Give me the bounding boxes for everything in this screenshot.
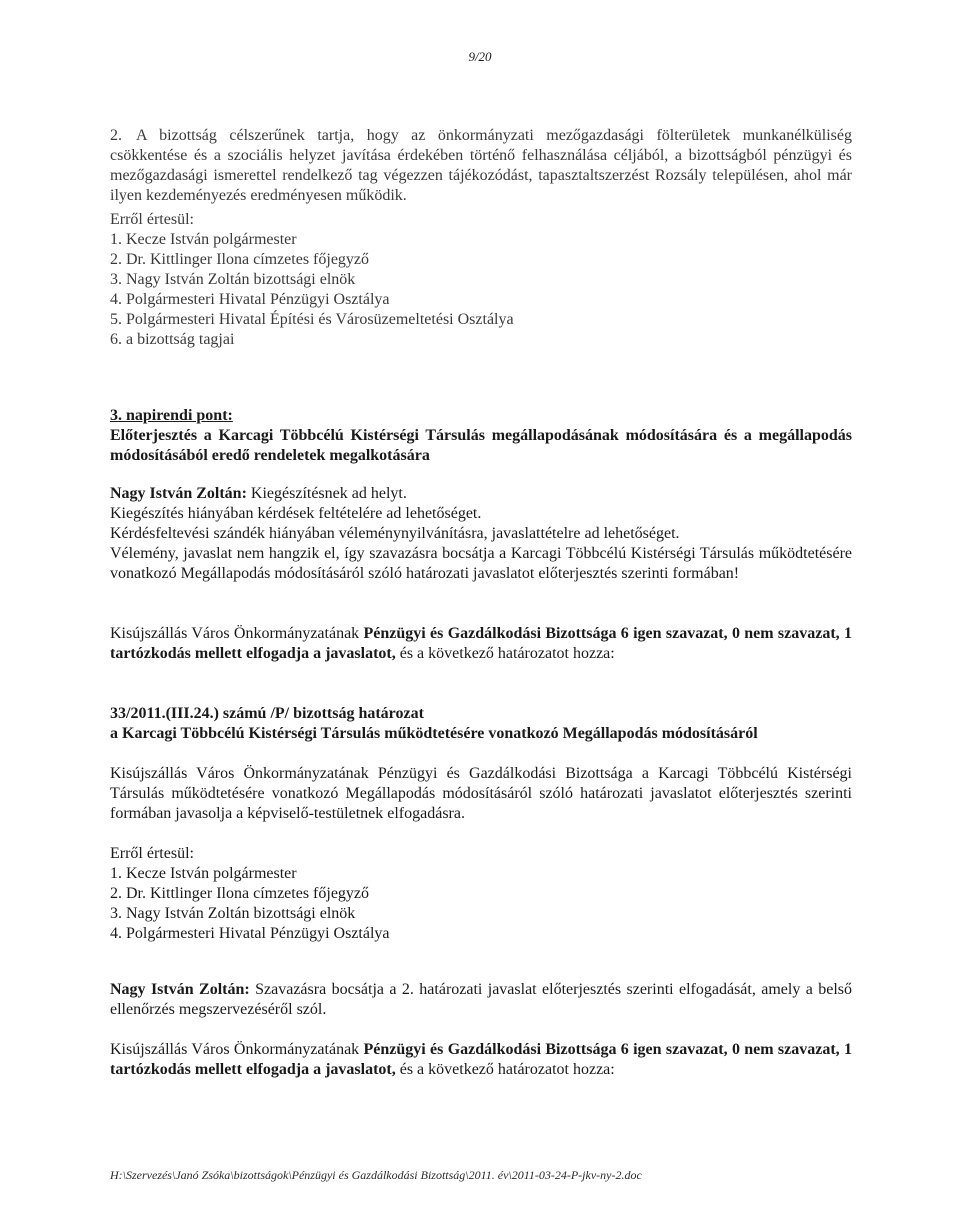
vote-result: Pénzügyi és Gazdálkodási Bizottsága 6 igen szavazat, 0 nem szavazat, 1 tartózkodás mellett elfogadja a javaslatot, [110,625,853,662]
discussion-line: Kiegészítés hiányában kérdések feltételére ad lehetőséget. [110,505,482,522]
item-2-paragraph: A bizottság célszerűnek tartja, hogy az önkormányzati mezőgazdasági fölterületek munkanélküliség csökkentése és a szociális helyzet javítása érdekében történő felhasználása céljából, a bizottságból pénzügyi és mezőgazdasági ismerettel rendelkező tag végezzen tájékozódást, tapasztaltszerzést Rozsály településen, ahol már ilyen kezdeményezés eredményesen működik. [110,127,852,204]
recipient-item: 5. Polgármesteri Hivatal Építési és Városüzemeltetési Osztálya [110,311,514,328]
agenda-title: Előterjesztés a Karcagi Többcélú Kistérségi Társulás megállapodásának módosítására és a megállapodás módosításából eredő rendeletek megalkotására [110,427,852,464]
item-2-number: 2. [110,127,122,144]
agenda-item-3 [110,406,852,466]
notification-list-1 [110,210,852,350]
recipient-item: 1. Kecze István polgármester [110,865,297,882]
resolution-header [110,704,852,744]
discussion-line: Vélemény, javaslat nem hangzik el, így szavazásra bocsátja a Karcagi Többcélú Kistérségi Társulás működtetésére vonatkozó Megállapodás módosításáról szóló határozati javaslatot előterjesztés szerinti formában! [110,545,852,582]
vote-suffix: és a következő határozatot hozza: [399,645,615,662]
discussion-section [110,484,852,584]
discussion-line: Kérdésfeltevési szándék hiányában véleménynyilvánításra, javaslattételre ad lehetőséget. [110,525,680,542]
page-number: 9/20 [468,49,492,64]
recipient-item: 2. Dr. Kittlinger Ilona címzetes főjegyző [110,885,370,902]
recipient-item: 6. a bizottság tagjai [110,331,235,348]
notification-heading: Erről értesül: [110,211,194,228]
speaker-name: Nagy István Zoltán: [110,485,247,502]
resolution-number: 33/2011.(III.24.) számú /P/ bizottság határozat [110,705,424,722]
resolution-body: Kisújszállás Város Önkormányzatának Pénzügyi és Gazdálkodási Bizottsága a Karcagi Többcélú Kistérségi Társulás működtetésére vonatkozó Megállapodás módosításáról szóló határozati javaslatot előterjesztés szerinti formában javasolja a képviselő-testületnek elfogadásra. [110,765,852,822]
recipient-item: 1. Kecze István polgármester [110,231,297,248]
resolution-title: a Karcagi Többcélú Kistérségi Társulás működtetésére vonatkozó Megállapodás módosításáról [110,725,758,742]
recipient-item: 4. Polgármesteri Hivatal Pénzügyi Osztálya [110,291,390,308]
vote-paragraph-1 [110,624,852,664]
notification-heading: Erről értesül: [110,845,194,862]
agenda-label: 3. napirendi pont: [110,407,233,424]
recipient-item: 4. Polgármesteri Hivatal Pénzügyi Osztálya [110,925,390,942]
item-2-text [110,126,852,206]
notification-list-2 [110,844,852,944]
speaker-statement: Kiegészítésnek ad helyt. [250,485,407,502]
recipient-list [110,230,852,350]
speaker-statement: Szavazásra bocsátja a 2. határozati javaslat előterjesztés szerinti elfogadását, amely a belső ellenőrzés megszervezéséről szól. [110,981,852,1018]
recipient-item: 2. Dr. Kittlinger Ilona címzetes főjegyző [110,251,370,268]
recipient-item: 3. Nagy István Zoltán bizottsági elnök [110,905,356,922]
speaker-name: Nagy István Zoltán: [110,981,250,998]
vote-suffix: és a következő határozatot hozza: [399,1061,615,1078]
vote-prefix: Kisújszállás Város Önkormányzatának [110,1041,360,1058]
vote-result: Pénzügyi és Gazdálkodási Bizottsága 6 igen szavazat, 0 nem szavazat, 1 tartózkodás mellett elfogadja a javaslatot, [110,1041,853,1078]
footer-file-path: H:\Szervezés\Janó Zsóka\bizottságok\Pénzügyi és Gazdálkodási Bizottság\2011. év\2011-03-24-P-jkv-ny-2.doc [110,1168,642,1182]
recipient-list [110,864,852,944]
vote-prefix: Kisújszállás Város Önkormányzatának [110,625,360,642]
recipient-item: 3. Nagy István Zoltán bizottsági elnök [110,271,356,288]
vote-paragraph-2 [110,1040,852,1080]
discussion-section-2 [110,980,852,1020]
speaker-line [110,484,852,504]
